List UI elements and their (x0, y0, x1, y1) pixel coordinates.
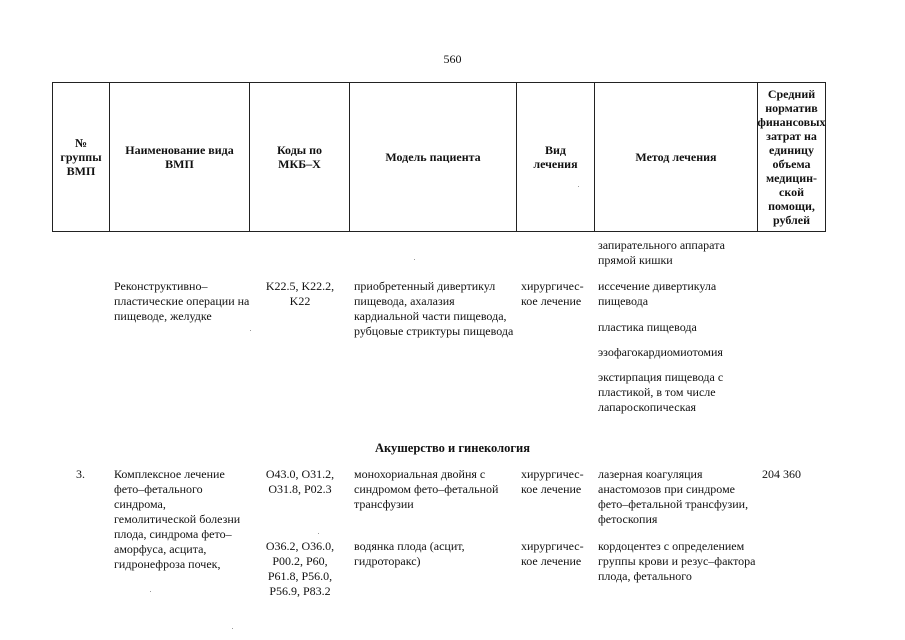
vmp-name: Реконструктивно–пластические операции на пищеводе, желудке (114, 279, 250, 323)
header-average-cost: Средний норматив финансовых затрат на единицу объема медицин- ской помощи, рублей (757, 87, 826, 227)
treatment-method: лазерная коагуляция анастомозов при синдроме фето–фетальной трансфузии, фетоскопия (598, 467, 749, 526)
header-icd-codes: Коды по МКБ–X (276, 143, 323, 171)
header-treatment-method: Метод лечения (635, 150, 717, 164)
treatment-method: иссечение дивертикула пищевода (598, 279, 717, 308)
group-number: 3. (76, 467, 85, 481)
average-cost: 204 360 (762, 467, 801, 481)
vmp-name: Комплексное лечение фето–фетального синдрома, гемолитической болезни плода, синдрома фето–аморфуса, асцита, гидронефроза почек, (114, 467, 241, 571)
method-continuation: запирательного аппарата прямой кишки (598, 238, 725, 267)
icd-codes: K22.5, K22.2, K22 (265, 279, 335, 308)
treatment-method: пластика пищевода (598, 320, 697, 334)
patient-model: приобретенный дивертикул пищевода, ахалазия кардиальной части пищевода, рубцовые стриктуры пищевода (354, 279, 514, 338)
treatment-type: хирургичес- кое лечение (521, 279, 584, 308)
header-vmp-name: Наименование вида ВМП (125, 143, 234, 171)
treatment-method: кордоцентез с определением группы крови и резус–фактора плода, фетального (598, 539, 756, 583)
section-heading: Акушерство и гинекология (374, 441, 531, 455)
header-group-number: № группы ВМП (60, 136, 102, 178)
treatment-method: эзофагокардиомиотомия (598, 345, 723, 359)
treatment-type: хирургичес- кое лечение (521, 539, 584, 568)
icd-codes: O36.2, O36.0, P00.2, P60, P61.8, P56.0, P56.9, P83.2 (265, 539, 335, 598)
patient-model: монохориальная двойня с синдромом фето–фетальной трансфузии (354, 467, 499, 511)
treatment-method: экстирпация пищевода с пластикой, в том числе лапароскопическая (598, 370, 724, 414)
treatment-type: хирургичес- кое лечение (521, 467, 584, 496)
header-treatment-type: Вид лечения (533, 143, 578, 171)
icd-codes: O43.0, O31.2, O31.8, P02.3 (265, 467, 335, 496)
header-patient-model: Модель пациента (385, 150, 481, 164)
page-number: 560 (443, 52, 462, 66)
patient-model: водянка плода (асцит, гидроторакс) (354, 539, 465, 568)
